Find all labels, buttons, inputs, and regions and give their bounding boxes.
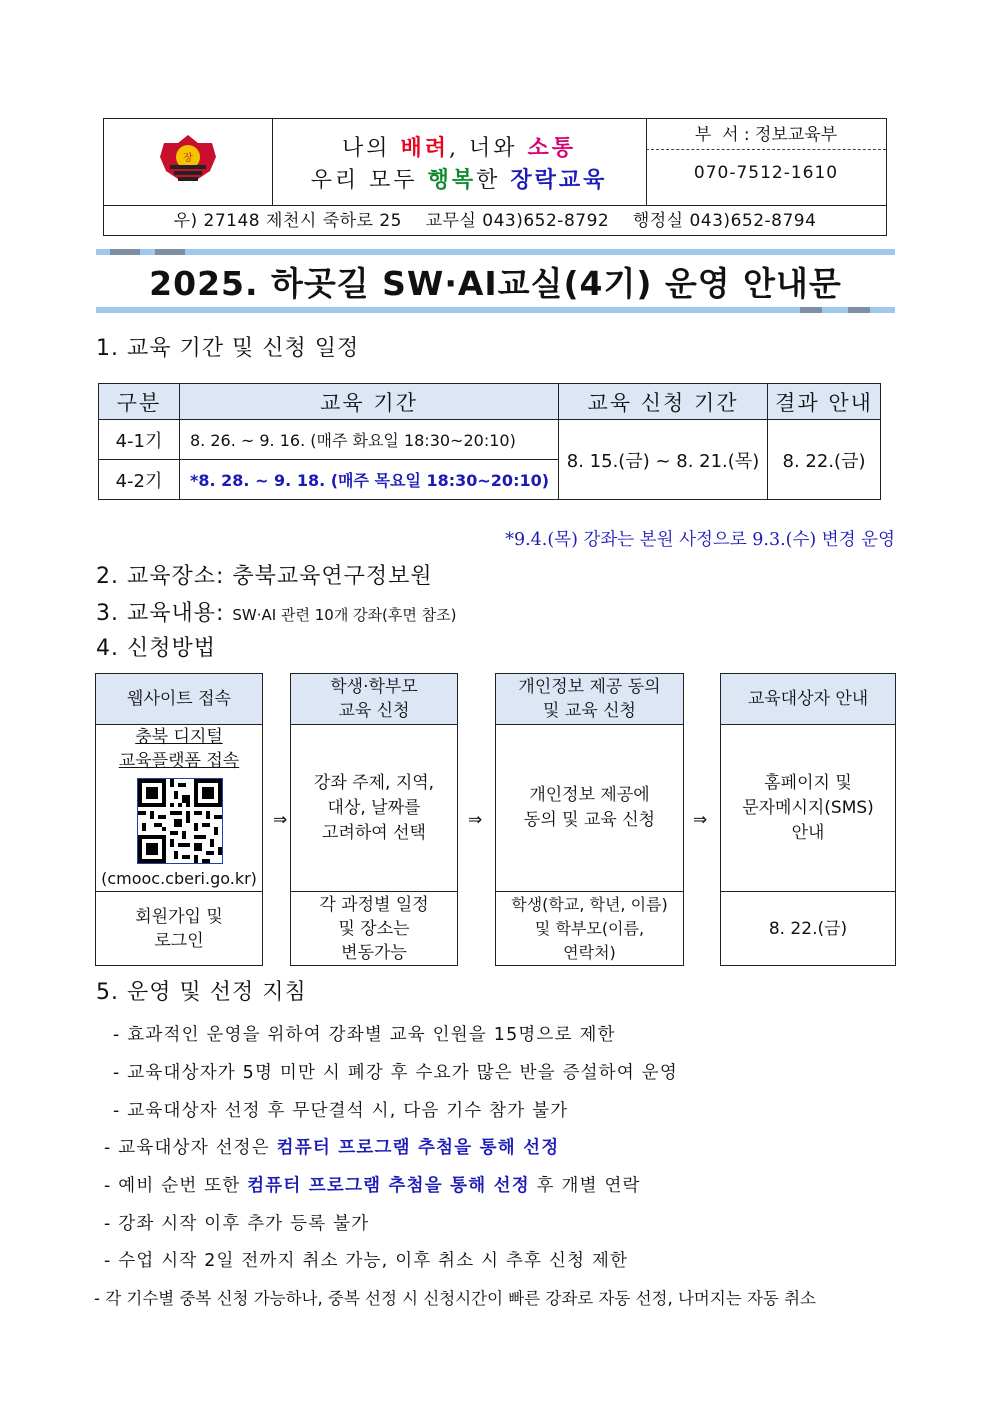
school-header [103, 118, 887, 236]
band-accent [155, 249, 185, 255]
flow-step-body: 홈페이지 및 문자메시지(SMS) 안내 [742, 772, 874, 843]
col-period: 교육 기간 [180, 384, 559, 420]
rule-item: - 강좌 시작 이후 추가 등록 불가 [104, 1214, 370, 1234]
flow-arrow-icon: ⇒ [468, 810, 483, 830]
term-cell: 4-1기 [99, 420, 180, 460]
schedule-note: *9.4.(목) 강좌는 본원 사정으로 9.3.(수) 변경 운영 [505, 530, 895, 550]
table-row [99, 420, 881, 460]
flow-step-body: 강좌 주제, 지역, 대상, 날짜를 고려하여 선택 [313, 772, 435, 843]
flow-step-foot: 8. 22.(금) [721, 891, 895, 966]
flow-step-foot: 회원가입 및 로그인 [96, 891, 262, 966]
apply-period-cell: 8. 15.(금) ~ 8. 21.(목) [559, 420, 768, 500]
table-header-row [99, 384, 881, 420]
section-3-value: SW·AI 관련 10개 강좌(후면 참조) [232, 606, 457, 624]
section-3 [96, 596, 457, 627]
section-4-heading: 4. 신청방법 [96, 636, 216, 661]
flow-arrow-icon: ⇒ [693, 810, 708, 830]
rule-item: - 교육대상자 선정 후 무단결석 시, 다음 기수 참가 불가 [113, 1101, 569, 1121]
flow-step-foot: 각 과정별 일정 및 장소는 변동가능 [291, 891, 457, 966]
rule-item: - 각 기수별 중복 신청 가능하나, 중복 선정 시 신청시간이 빠른 강좌로 자동 선정, 나머지는 자동 취소 [94, 1289, 816, 1308]
page-title: 2025. 하곳길 SW·AI교실(4기) 운영 안내문 [149, 264, 842, 303]
flow-step-head: 웹사이트 접속 [96, 674, 262, 725]
platform-name-1: 충북 디지털 [135, 727, 223, 747]
schedule-table [98, 383, 881, 500]
rule-emphasis: 컴퓨터 프로그램 추첨을 통해 선정 [247, 1176, 530, 1196]
section-5-heading: 5. 운영 및 선정 지침 [96, 980, 307, 1005]
svg-text:장: 장 [183, 153, 193, 164]
title-band-bottom [96, 307, 895, 313]
flow-step-body: 개인정보 제공에 동의 및 교육 신청 [523, 785, 656, 830]
rule-emphasis: 컴퓨터 프로그램 추첨을 통해 선정 [276, 1138, 560, 1158]
platform-url[interactable]: (cmooc.cberi.go.kr) [101, 869, 257, 888]
flow-arrow-icon: ⇒ [273, 810, 288, 830]
flow-step-foot: 학생(학교, 학년, 이름) 및 학부모(이름, 연락처) [496, 891, 683, 966]
flow-step-body [96, 725, 262, 891]
rule-text: - 예비 순번 또한 [104, 1176, 248, 1196]
logo-cell [104, 119, 273, 205]
department: 부 서 : 정보교육부 [646, 121, 886, 150]
band-accent [800, 307, 822, 313]
flow-step-head: 개인정보 제공 동의 및 교육 신청 [496, 674, 683, 725]
section-2 [96, 559, 433, 590]
flow-step-consent [495, 673, 684, 966]
rule-item [104, 1172, 641, 1197]
rule-text: 후 개별 연락 [529, 1176, 641, 1196]
platform-name-2: 교육플랫폼 접속 [118, 751, 240, 771]
band-accent [110, 249, 140, 255]
rule-item: - 수업 시작 2일 전까지 취소 가능, 이후 취소 시 추후 신청 제한 [104, 1251, 629, 1271]
section-1-heading: 1. 교육 기간 및 신청 일정 [96, 336, 360, 361]
section-2-value: 충북교육연구정보원 [232, 564, 433, 589]
flow-step-head: 교육대상자 안내 [721, 674, 895, 725]
title-band-top [96, 249, 895, 255]
flow-step-head: 학생·학부모 교육 신청 [291, 674, 457, 725]
rule-item: - 효과적인 운영을 위하여 강좌별 교육 인원을 15명으로 제한 [113, 1025, 616, 1045]
slogan-cell [272, 119, 647, 205]
contact-cell [646, 119, 886, 205]
address-row: 우) 27148 제천시 죽하로 25 교무실 043)652-8792 행정실 043)652-8794 [104, 205, 886, 236]
flow-step-notice [720, 673, 896, 966]
school-logo-icon [156, 133, 220, 193]
phone-number: 070-7512-1610 [693, 163, 839, 183]
col-term: 구분 [99, 384, 180, 420]
col-apply: 교육 신청 기간 [559, 384, 768, 420]
slogan-line-2: 우리 모두 행복한 장락교육 [310, 167, 608, 193]
rule-text: - 교육대상자 선정은 [104, 1138, 277, 1158]
result-date-cell: 8. 22.(금) [768, 420, 881, 500]
flow-step-apply [290, 673, 458, 966]
period-cell: 8. 26. ~ 9. 16. (매주 화요일 18:30~20:10) [180, 420, 559, 460]
period-cell: *8. 28. ~ 9. 18. (매주 목요일 18:30~20:10) [180, 460, 559, 500]
section-2-label: 2. 교육장소: [96, 564, 233, 589]
section-3-label: 3. 교육내용: [96, 601, 233, 626]
col-result: 결과 안내 [768, 384, 881, 420]
rule-item: - 교육대상자가 5명 미만 시 폐강 후 수요가 많은 반을 증설하여 운영 [113, 1063, 678, 1083]
qr-code-icon[interactable] [137, 778, 223, 864]
slogan-line-1: 나의 배려, 너와 소통 [341, 135, 576, 161]
rule-item [104, 1134, 559, 1159]
flow-step-website [95, 673, 263, 966]
term-cell: 4-2기 [99, 460, 180, 500]
band-accent [848, 307, 870, 313]
